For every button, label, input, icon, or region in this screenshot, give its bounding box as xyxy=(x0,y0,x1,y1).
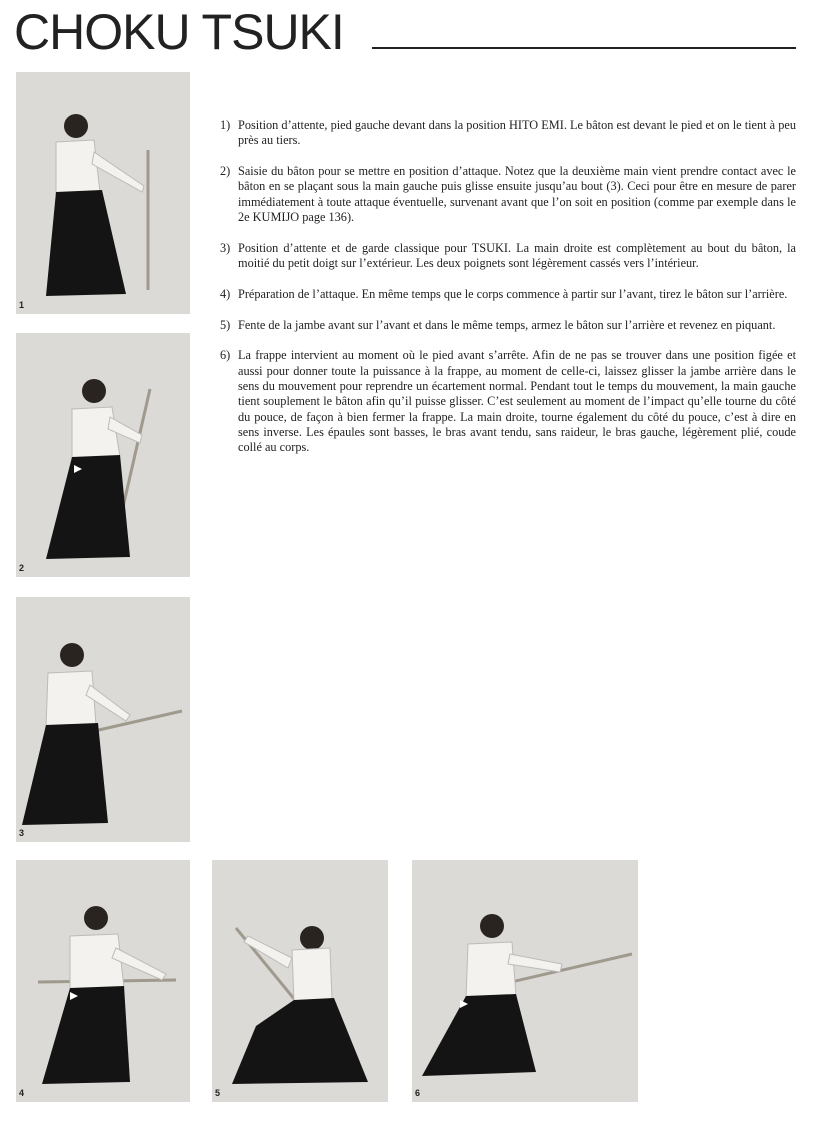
step-number: 4) xyxy=(220,286,231,301)
title-rule xyxy=(372,47,796,49)
step-number: 1) xyxy=(220,118,231,132)
step-number: 5) xyxy=(220,317,231,332)
photo-number: 5 xyxy=(215,1088,221,1098)
photo-1 xyxy=(16,72,190,314)
step-number: 6) xyxy=(220,348,231,363)
figure-illustration xyxy=(16,597,190,842)
page-title: CHOKU TSUKI xyxy=(14,4,344,60)
step-text: La frappe intervient au moment où le pied avant s’arrête. Afin de ne pas se trouver dans une position figée et aussi pour donner toute la puissance à la frappe, au moment de celle-ci, laissez glisser la jambe arrière dans le sens du mouvement pour reprendre un écartement normal. Pendant tout le temps du mouvement, la main gauche tient souplement le bâton afin qu’il puisse glisser. C’est seulement au moment de l’impact qu’elle tourne du côté du pouce, de façon à bien fermer la frappe. La main droite, tourne également du côté du pouce, c’est à dire en sens inverse. Les épaules sont basses, le bras avant tendu, sans raideur, le bras gauche, légèrement plié, coude collé au corps. xyxy=(238,348,796,455)
step-item xyxy=(220,318,796,333)
figure-illustration xyxy=(16,333,190,577)
figure-illustration xyxy=(412,860,638,1102)
step-number: 3) xyxy=(220,240,231,255)
step-text: Fente de la jambe avant sur l’avant et dans le même temps, armez le bâton sur l’arrière et revenez en piquant. xyxy=(238,317,776,332)
figure-illustration xyxy=(212,860,388,1102)
step-item xyxy=(220,118,796,149)
step-item xyxy=(220,164,796,225)
step-item xyxy=(220,287,796,302)
photo-number: 3 xyxy=(19,828,25,838)
photo-4 xyxy=(16,860,190,1102)
step-item xyxy=(220,241,796,272)
photo-6 xyxy=(412,860,638,1102)
step-text: Préparation de l’attaque. En même temps que le corps commence à partir sur l’avant, tirez le bâton sur l’arrière. xyxy=(238,286,788,301)
figure-illustration xyxy=(16,860,190,1102)
photo-number: 2 xyxy=(19,563,25,573)
figure-illustration xyxy=(16,72,190,314)
step-text: Position d’attente, pied gauche devant dans la position HITO EMI. Le bâton est devant le pied et on le tient à peu près au tiers. xyxy=(238,118,796,148)
step-text: Saisie du bâton pour se mettre en position d’attaque. Notez que la deuxième main vient prendre contact avec le bâton en se plaçant sous la main gauche puis glisse ensuite jusqu’au bout (3). Ceci pour être en mesure de parer immédiatement à toute attaque éventuelle, survenant avant que l’on soit en position (comme par exemple dans le 2e KUMIJO page 136). xyxy=(238,164,796,224)
photo-2 xyxy=(16,333,190,577)
photo-number: 4 xyxy=(19,1088,25,1098)
step-text: Position d’attente et de garde classique pour TSUKI. La main droite est complètement au bout du bâton, la moitié du petit doigt sur l’extérieur. Les deux poignets sont légèrement cassés vers l’intérieur. xyxy=(238,240,796,271)
photo-3 xyxy=(16,597,190,842)
photo-number: 1 xyxy=(19,300,25,310)
photo-5 xyxy=(212,860,388,1102)
step-item xyxy=(220,348,796,455)
steps-list xyxy=(220,118,796,471)
photo-number: 6 xyxy=(415,1088,421,1098)
step-number: 2) xyxy=(220,164,231,179)
